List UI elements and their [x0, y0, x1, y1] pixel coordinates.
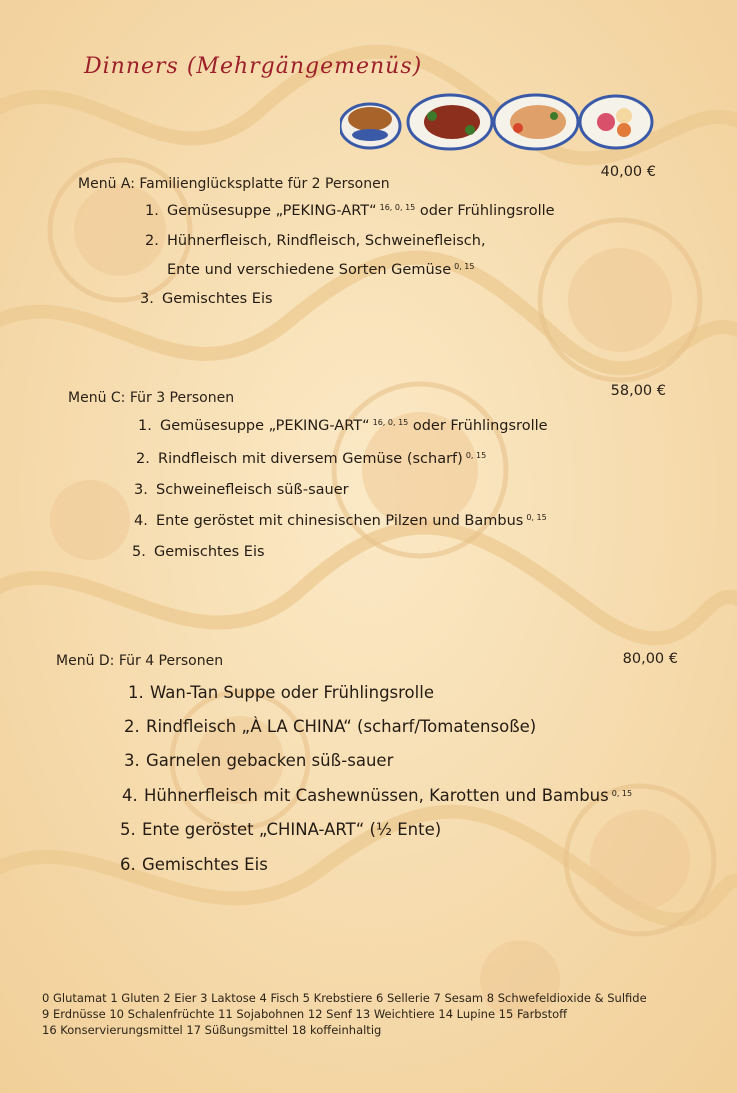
- dessert-plate-image: [580, 96, 652, 148]
- menu-c-item: 2. Rindfleisch mit diversem Gemüse (scharf) $^{0, 15}$: [136, 451, 487, 467]
- soup-bowl-image: [340, 104, 400, 148]
- menu-d-item: 5. Ente geröstet „CHINA-ART“ (½ Ente): [120, 820, 442, 839]
- menu-a-heading: Menü A: Familienglücksplatte für 2 Personen: [78, 176, 390, 192]
- menu-c-item: 4. Ente geröstet mit chinesischen Pilzen und Bambus $^{0, 15}$: [134, 513, 547, 529]
- menu-d-item: 1. Wan-Tan Suppe oder Frühlingsrolle: [128, 683, 434, 702]
- dish-images: [340, 92, 655, 152]
- menu-a-price: 40,00 €: [600, 164, 656, 180]
- allergen-line: 16 Konservierungsmittel 17 Süßungsmittel 18 koffeinhaltig: [42, 1023, 382, 1037]
- menu-c-item: 3. Schweinefleisch süß-sauer: [134, 482, 349, 498]
- menu-a-item: 3. Gemischtes Eis: [140, 291, 273, 307]
- menu-c-heading: Menü C: Für 3 Personen: [68, 390, 235, 406]
- menu-d-item: 3. Garnelen gebacken süß-sauer: [124, 751, 394, 770]
- page-title: Dinners (Mehrgängemenüs): [84, 54, 423, 79]
- allergen-line: 0 Glutamat 1 Gluten 2 Eier 3 Laktose 4 Fisch 5 Krebstiere 6 Sellerie 7 Sesam 8 Schwefeldioxide & Sulfide: [42, 991, 647, 1005]
- menu-d-heading: Menü D: Für 4 Personen: [56, 653, 224, 669]
- menu-d-item: 6. Gemischtes Eis: [120, 855, 268, 874]
- menu-c-price: 58,00 €: [610, 383, 666, 399]
- menu-d-item: 2. Rindfleisch „À LA CHINA“ (scharf/Tomatensoße): [124, 717, 537, 736]
- menu-c-item: 5. Gemischtes Eis: [132, 544, 265, 560]
- meat-dish-image: [408, 95, 492, 149]
- menu-c-item: 1. Gemüsesuppe „PEKING-ART“ $^{16, 0, 15}$ oder Frühlingsrolle: [138, 418, 548, 434]
- menu-a-item: Ente und verschiedene Sorten Gemüse $^{0, 15}$: [167, 262, 475, 278]
- menu-a-item: 2. Hühnerfleisch, Rindfleisch, Schweinefleisch,: [145, 233, 486, 249]
- menu-d-item: 4. Hühnerfleisch mit Cashewnüssen, Karotten und Bambus $^{0, 15}$: [122, 786, 633, 805]
- menu-d-price: 80,00 €: [622, 651, 678, 667]
- noodle-dish-image: [494, 95, 578, 149]
- menu-a-item: 1. Gemüsesuppe „PEKING-ART“ $^{16, 0, 15}$ oder Frühlingsrolle: [145, 203, 555, 219]
- allergen-line: 9 Erdnüsse 10 Schalenfrüchte 11 Sojabohnen 12 Senf 13 Weichtiere 14 Lupine 15 Farbstoff: [42, 1007, 568, 1021]
- allergen-legend: [42, 990, 647, 1038]
